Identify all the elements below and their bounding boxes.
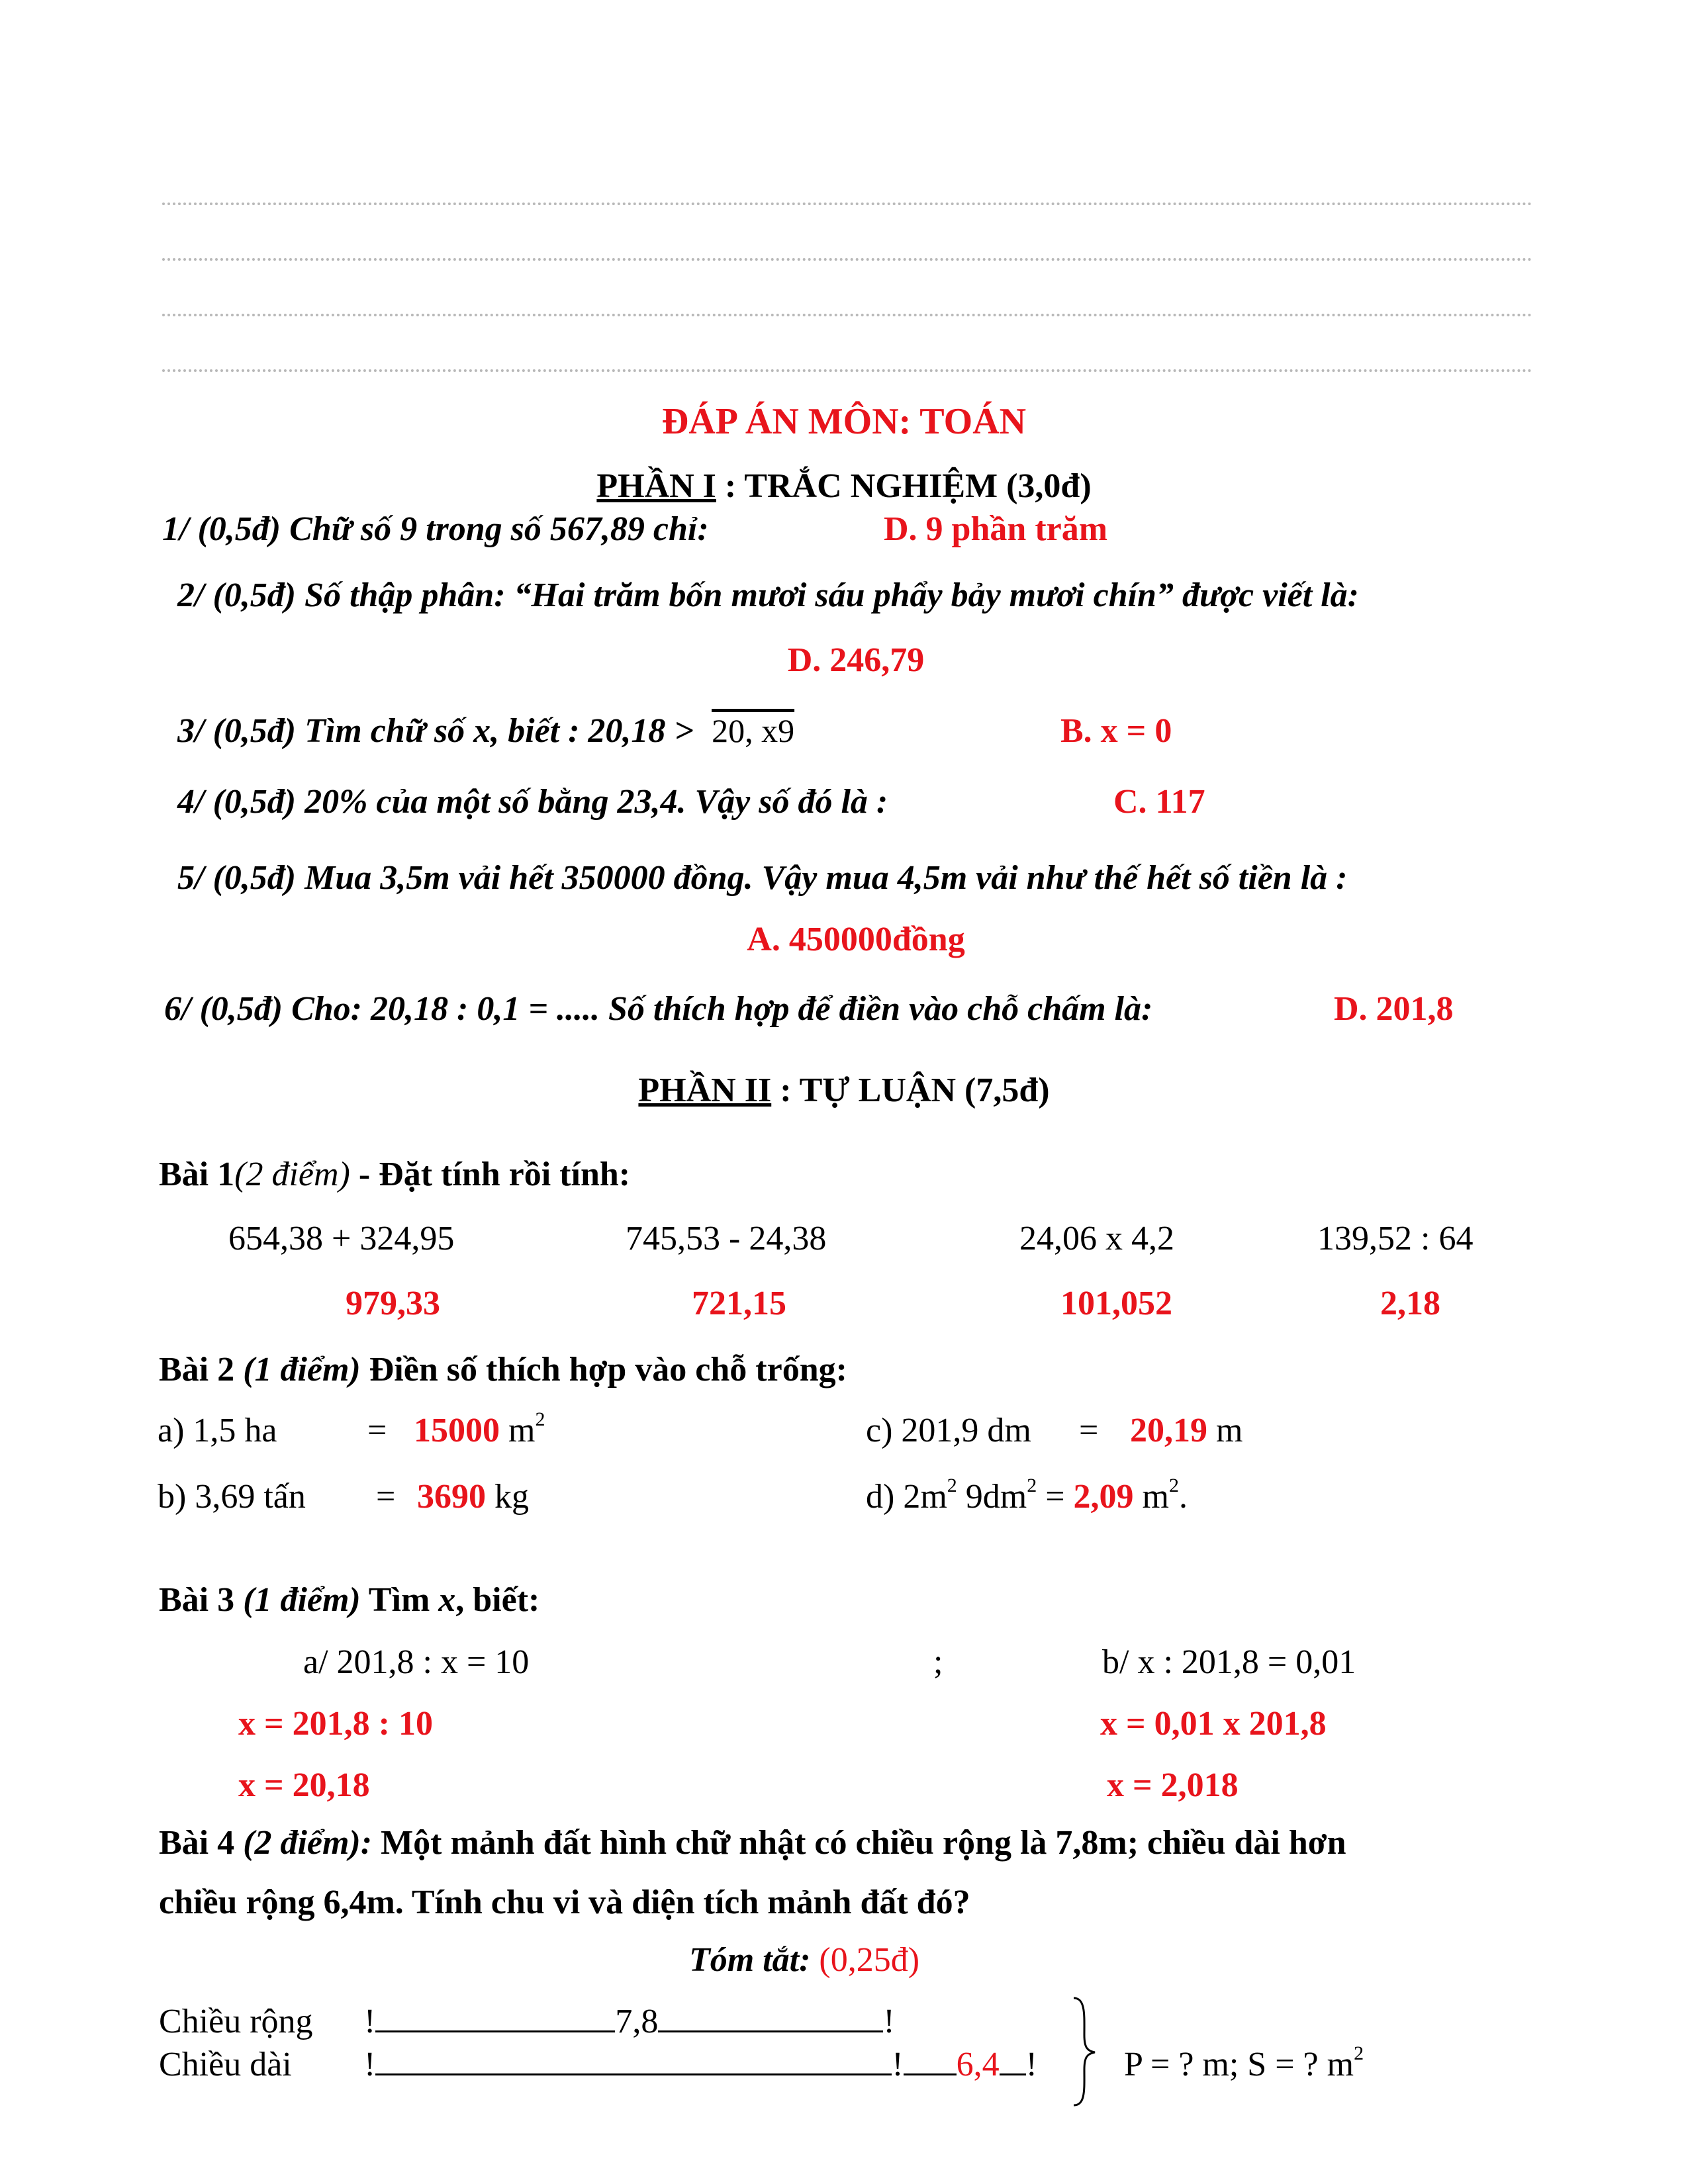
q1-text: 1/ (0,5đ) Chữ số 9 trong số 567,89 chỉ: (162, 510, 709, 548)
dotted-line-2 (162, 258, 1532, 261)
q3-text (177, 711, 794, 751)
bai2-c-unit: m (1207, 1412, 1243, 1449)
part1-heading (0, 467, 1688, 506)
bai2-d-eq: = (1037, 1478, 1074, 1516)
bai4-points: (2 điểm): (243, 1824, 373, 1862)
row2-tick-left: ! (364, 2046, 376, 2083)
q6-text: 6/ (0,5đ) Cho: 20,18 : 0,1 = ..... Số thích hợp để điền vào chỗ chấm là: (164, 990, 1153, 1028)
bai1-task: - Đặt tính rồi tính: (350, 1156, 631, 1193)
bai1-expression-3: 24,06 x 4,2 (1019, 1220, 1174, 1257)
bai1-result-3: 101,052 (1060, 1285, 1172, 1322)
bai2-c-left: c) 201,9 dm (866, 1412, 1031, 1449)
row2-tick-right: ! (1025, 2046, 1037, 2083)
bai2-a-left: a) 1,5 ha (158, 1412, 277, 1449)
bai1-result-4: 2,18 (1380, 1285, 1440, 1322)
bai4-text-1: Một mảnh đất hình chữ nhật có chiều rộng là 7,8m; chiều dài hơn (372, 1824, 1346, 1862)
bai2-b-left: b) 3,69 tấn (158, 1478, 306, 1516)
bai4-result-sup: 2 (1354, 2042, 1364, 2064)
bai2-c-answer (1130, 1411, 1243, 1450)
dotted-line-1 (162, 203, 1532, 205)
bai4-summary-label: Tóm tắt: (688, 1941, 811, 1979)
bai2-b-answer (417, 1477, 529, 1516)
row2-label: Chiều dài (159, 2046, 292, 2083)
dotted-line-3 (162, 314, 1532, 316)
bai3-points: (1 điểm) (243, 1581, 361, 1619)
page-title: ĐÁP ÁN MÔN: TOÁN (661, 401, 1027, 442)
row2-segment (364, 2045, 1037, 2084)
bai4-summary-points: (0,25đ) (810, 1941, 920, 1979)
bai4-label: Bài 4 (159, 1824, 235, 1862)
q4-answer: C. 117 (1113, 783, 1205, 821)
q6-answer: D. 201,8 (1334, 990, 1454, 1028)
bai3-b-step1: x = 0,01 x 201,8 (1100, 1705, 1327, 1743)
bai4-line2: chiều rộng 6,4m. Tính chu vi và diện tích mảnh đất đó? (159, 1884, 970, 1921)
q5-answer: A. 450000đồng (747, 921, 965, 958)
row1-segment (364, 2002, 895, 2041)
bai1-result-1: 979,33 (346, 1285, 440, 1322)
curly-brace (1071, 1995, 1098, 2108)
bai2-a-value: 15000 (414, 1412, 500, 1449)
dotted-line-4 (162, 369, 1532, 372)
bai2-a-sup: 2 (535, 1408, 545, 1430)
bai2-b-unit: kg (486, 1478, 529, 1516)
bai3-task-pre: Tìm (360, 1581, 439, 1619)
bai3-b-step2: x = 2,018 (1107, 1766, 1239, 1804)
q3-overline-number: 20, x9 (712, 712, 795, 749)
part1-heading-label: PHẦN I (596, 467, 716, 505)
row2-tick-mid: ! (892, 2046, 904, 2083)
row1-tick-left: ! (364, 2003, 376, 2040)
q4-text: 4/ (0,5đ) 20% của một số bằng 23,4. Vậy số đó là : (177, 783, 888, 821)
bai4-result-text: P = ? m; S = ? m (1124, 2046, 1354, 2083)
bai2-d-tail: . (1179, 1478, 1188, 1516)
bai2-a-unit: m (508, 1412, 536, 1449)
q2-text: 2/ (0,5đ) Số thập phân: “Hai trăm bốn mươi sáu phẩy bảy mươi chín” được viết là: (177, 576, 1359, 614)
bai4-line1 (159, 1823, 1346, 1862)
bai1-expression-2: 745,53 - 24,38 (626, 1220, 827, 1257)
bai3-heading (159, 1580, 539, 1619)
q1-answer: D. 9 phần trăm (884, 510, 1108, 548)
bai2-d-mid: 9dm (957, 1478, 1027, 1516)
bai1-result-2: 721,15 (692, 1285, 786, 1322)
bai1-points: (2 điểm) (234, 1156, 350, 1193)
part2-heading-rest: : TỰ LUẬN (7,5đ) (771, 1071, 1050, 1109)
q2-answer: D. 246,79 (787, 641, 925, 679)
bai2-b-eq: = (376, 1478, 396, 1516)
bai2-c-value: 20,19 (1130, 1412, 1207, 1449)
bai2-b-value: 3690 (417, 1478, 486, 1516)
q3-question: 3/ (0,5đ) Tìm chữ số x, biết : 20,18 > (177, 712, 694, 750)
bai2-c-eq: = (1079, 1412, 1099, 1449)
bai2-task: Điền số thích hợp vào chỗ trống: (360, 1351, 847, 1388)
row1-value: 7,8 (615, 2003, 659, 2040)
q3-answer: B. x = 0 (1060, 712, 1172, 750)
bai2-d (866, 1477, 1188, 1516)
row1-tick-right: ! (883, 2003, 895, 2040)
bai2-d-left: d) 2m (866, 1478, 947, 1516)
bai3-label: Bài 3 (159, 1581, 235, 1619)
bai4-summary (0, 1940, 1648, 1979)
bai2-d-sup1: 2 (947, 1475, 957, 1496)
bai3-a-text: a/ 201,8 : x = 10 (303, 1643, 530, 1681)
bai1-expression-1: 654,38 + 324,95 (228, 1220, 455, 1257)
bai3-a-step1: x = 201,8 : 10 (238, 1705, 433, 1743)
bai2-heading (159, 1350, 847, 1389)
bai2-d-value: 2,09 (1073, 1478, 1134, 1516)
bai3-separator: ; (933, 1643, 943, 1681)
bai2-d-sup3: 2 (1169, 1475, 1179, 1496)
bai1-expression-4: 139,52 : 64 (1317, 1220, 1474, 1257)
bai2-d-unit: m (1133, 1478, 1169, 1516)
bai2-points: (1 điểm) (243, 1351, 361, 1388)
row1-label: Chiều rộng (159, 2003, 313, 2040)
bai3-task-post: , biết: (455, 1581, 540, 1619)
bai3-b-text: b/ x : 201,8 = 0,01 (1102, 1643, 1356, 1681)
bai1-label: Bài 1 (159, 1156, 235, 1193)
q5-text: 5/ (0,5đ) Mua 3,5m vải hết 350000 đồng. Vậy mua 4,5m vải như thế hết số tiền là : (177, 859, 1348, 897)
bai3-a-step2: x = 20,18 (238, 1766, 370, 1804)
bai4-result (1124, 2042, 1364, 2084)
part2-heading (0, 1071, 1688, 1110)
row2-extra: 6,4 (956, 2046, 1000, 2083)
bai2-d-sup2: 2 (1027, 1475, 1037, 1496)
bai1-heading (159, 1155, 630, 1194)
bai2-a-answer (414, 1408, 545, 1450)
bai2-a-eq: = (367, 1412, 387, 1449)
bai2-label: Bài 2 (159, 1351, 235, 1388)
bai3-task-var: x (438, 1581, 456, 1619)
part2-heading-label: PHẦN II (638, 1071, 772, 1109)
part1-heading-rest: : TRẮC NGHIỆM (3,0đ) (716, 467, 1092, 505)
